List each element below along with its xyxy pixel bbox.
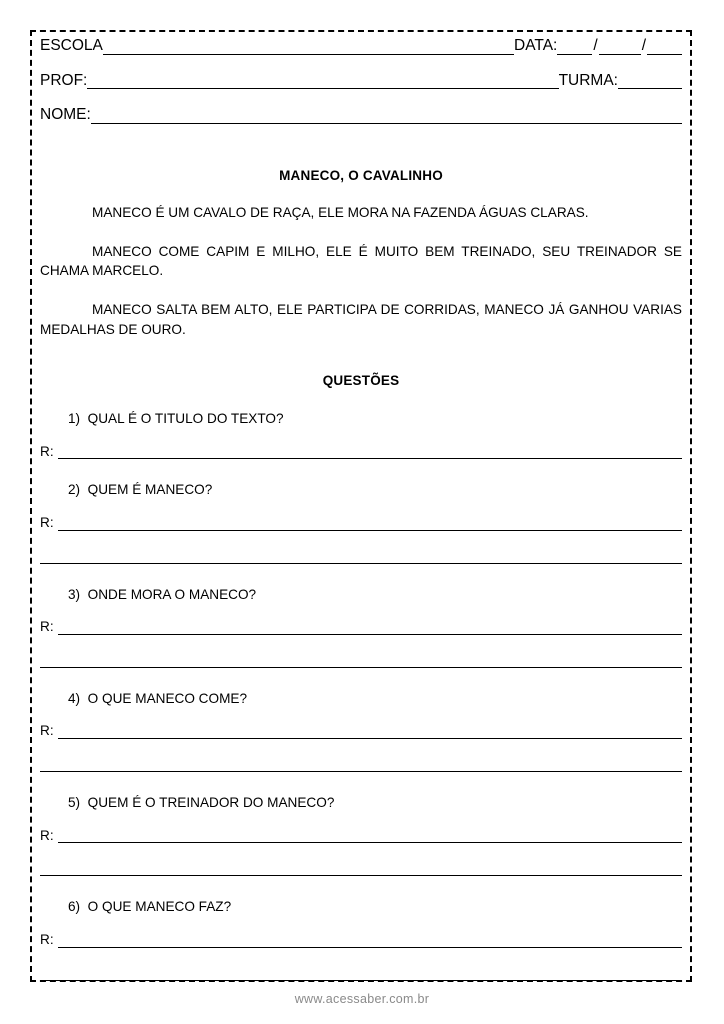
- header-row-school-date: [40, 38, 682, 55]
- story-paragraph-1: MANECO É UM CAVALO DE RAÇA, ELE MORA NA FAZENDA ÁGUAS CLARAS.: [92, 204, 589, 220]
- question-text-5: [68, 794, 682, 812]
- answer-input-line-2b[interactable]: [40, 552, 682, 564]
- header-row-name: [40, 107, 682, 124]
- date-month-input-rule[interactable]: [599, 41, 641, 55]
- class-input-rule[interactable]: [618, 75, 682, 89]
- answer-label-5: R:: [40, 827, 54, 843]
- answer-label-6: R:: [40, 931, 54, 947]
- question-body-5: QUEM É O TREINADOR DO MANECO?: [87, 795, 335, 811]
- header-row-teacher-class: [40, 73, 682, 90]
- answer-input-line-6b[interactable]: [40, 969, 682, 981]
- teacher-field-label: PROF:: [40, 71, 88, 89]
- answer-input-line-5a[interactable]: [58, 831, 682, 843]
- question-number-3: 3): [68, 586, 81, 602]
- question-block-1: [40, 410, 682, 459]
- answer-row-3: [40, 620, 682, 635]
- question-number-1: 1): [68, 410, 81, 426]
- question-body-2: QUEM É MANECO?: [87, 482, 213, 498]
- answer-input-line-1a[interactable]: [58, 447, 682, 459]
- answer-input-line-3b[interactable]: [40, 656, 682, 668]
- question-number-4: 4): [68, 690, 81, 706]
- answer-label-4: R:: [40, 723, 54, 739]
- question-text-3: [68, 586, 682, 604]
- date-separator-2: /: [641, 37, 646, 54]
- story-paragraph-2: MANECO COME CAPIM E MILHO, ELE É MUITO BEM TREINADO, SEU TREINADOR SE CHAMA MARCELO.: [40, 243, 682, 279]
- answer-input-line-3a[interactable]: [58, 623, 682, 635]
- question-number-6: 6): [68, 899, 81, 915]
- story-title: MANECO, O CAVALINHO: [279, 167, 443, 183]
- answer-row-5: [40, 829, 682, 844]
- answer-input-line-6a[interactable]: [58, 936, 682, 948]
- school-field-label: ESCOLA: [40, 37, 103, 54]
- question-text-2: [68, 481, 682, 499]
- date-separator-1: /: [593, 37, 598, 54]
- question-body-1: QUAL É O TITULO DO TEXTO?: [87, 410, 284, 426]
- question-number-5: 5): [68, 795, 81, 811]
- answer-row-4: [40, 724, 682, 739]
- date-day-input-rule[interactable]: [557, 41, 592, 55]
- question-block-6: [40, 898, 682, 980]
- answer-label-2: R:: [40, 514, 54, 530]
- worksheet-content: [40, 38, 682, 981]
- question-block-2: [40, 481, 682, 563]
- website-footer: www.acessaber.com.br: [294, 992, 430, 1006]
- questions-section-title: QUESTÕES: [322, 372, 400, 388]
- school-input-rule[interactable]: [103, 41, 514, 55]
- question-body-4: O QUE MANECO COME?: [87, 690, 248, 706]
- name-field-label: NOME:: [40, 106, 91, 123]
- question-text-1: [68, 410, 682, 428]
- answer-row-1: [40, 445, 682, 460]
- question-block-3: [40, 586, 682, 668]
- question-body-3: ONDE MORA O MANECO?: [87, 586, 257, 602]
- question-body-6: O QUE MANECO FAZ?: [87, 899, 232, 915]
- question-text-4: [68, 690, 682, 708]
- name-input-rule[interactable]: [91, 110, 682, 124]
- answer-row-6: [40, 933, 682, 948]
- class-field-label: TURMA:: [558, 71, 618, 89]
- answer-input-line-4b[interactable]: [40, 760, 682, 772]
- date-year-input-rule[interactable]: [647, 41, 682, 55]
- answer-label-3: R:: [40, 619, 54, 635]
- answer-input-line-2a[interactable]: [58, 519, 682, 531]
- date-field-label: DATA:: [514, 37, 558, 54]
- answer-label-1: R:: [40, 443, 54, 459]
- answer-input-line-5b[interactable]: [40, 864, 682, 876]
- question-block-5: [40, 794, 682, 876]
- question-number-2: 2): [68, 482, 81, 498]
- answer-input-line-4a[interactable]: [58, 727, 682, 739]
- story-paragraph-3: MANECO SALTA BEM ALTO, ELE PARTICIPA DE CORRIDAS, MANECO JÁ GANHOU VARIAS MEDALHAS DE OURO.: [40, 302, 682, 337]
- question-text-6: [68, 898, 682, 916]
- question-block-4: [40, 690, 682, 772]
- teacher-input-rule[interactable]: [87, 75, 558, 89]
- answer-row-2: [40, 516, 682, 531]
